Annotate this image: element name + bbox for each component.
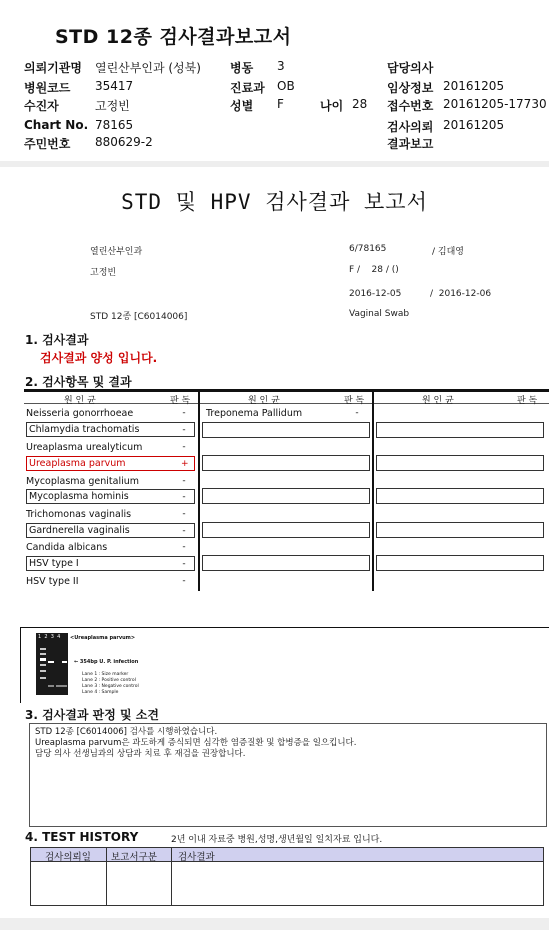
institution-value: 열린산부인과 (성북) <box>95 61 201 75</box>
section1-result: 검사결과 양성 입니다. <box>40 351 158 365</box>
item-name: Ureaplasma urealyticum <box>26 442 143 453</box>
section1-title: 1. 검사결과 <box>25 333 89 347</box>
item-result: + <box>181 459 189 469</box>
resident-value: 880629-2 <box>95 135 153 149</box>
col-report-type: 보고서구분 <box>111 852 157 863</box>
col-pathogen-3: 원 인 균 <box>422 396 454 406</box>
gel-legend-item: Lane 3 : Negative control <box>82 684 139 689</box>
col-request-date: 검사의뢰일 <box>45 852 91 863</box>
receipt-label: 접수번호 <box>387 99 434 113</box>
col-pathogen-1: 원 인 균 <box>64 396 96 406</box>
history-table-header <box>30 847 544 862</box>
age-label: 나이 <box>320 99 344 113</box>
item-name: HSV type II <box>26 576 79 587</box>
item-name: Candida albicans <box>26 542 108 553</box>
report-doctor: / 김대영 <box>432 247 464 257</box>
gel-arrow-label: ← 354bp U. P. infection <box>74 659 139 665</box>
empty-result-box <box>202 522 370 538</box>
header-divider <box>0 161 549 167</box>
empty-result-box <box>376 422 544 438</box>
empty-result-box <box>376 488 544 504</box>
footer-divider <box>0 918 549 930</box>
col-result-1: 판 독 <box>170 396 191 406</box>
gel-lane-numbers: 1 2 3 4 <box>38 634 61 640</box>
request-value: 20161205 <box>443 118 505 132</box>
opinion-line: 담당 의사 선생님과의 상담과 치료 후 재검을 권장합니다. <box>35 749 246 759</box>
report-date-received: 2016-12-05 <box>349 289 402 299</box>
department-label: 진료과 <box>230 81 265 95</box>
item-result: - <box>182 408 186 418</box>
gel-legend-item: Lane 1 : Size marker <box>82 672 129 677</box>
clinical-label: 임상정보 <box>387 81 434 95</box>
item-name: Mycoplasma hominis <box>26 489 195 504</box>
section2-title: 2. 검사항목 및 결과 <box>25 375 132 389</box>
ward-value: 3 <box>277 59 285 73</box>
chart-value: 78165 <box>95 118 134 132</box>
item-result: - <box>182 425 186 435</box>
patient-value: 고정빈 <box>95 99 130 113</box>
col-result-3: 판 독 <box>517 396 538 406</box>
opinion-line: Ureaplasma parvum은 과도하게 증식되면 심각한 염증질환 및 합병증을 일으킵니다. <box>35 738 357 748</box>
history-table-body <box>30 862 544 906</box>
report-clinic: 열린산부인과 <box>90 247 143 257</box>
report-test-name: STD 12종 [C6014006] <box>90 312 188 322</box>
hospital-code-value: 35417 <box>95 79 134 93</box>
institution-label: 의뢰기관명 <box>24 61 82 75</box>
report-date-reported: / 2016-12-06 <box>430 289 492 299</box>
empty-result-box <box>376 555 544 571</box>
receipt-value: 20161205-17730 <box>443 97 547 111</box>
item-result: - <box>182 492 186 502</box>
empty-result-box <box>202 455 370 471</box>
section4-title: 4. TEST HISTORY <box>25 830 139 844</box>
page-title: STD 12종 검사결과보고서 <box>55 26 292 48</box>
item-name: Treponema Pallidum <box>206 408 303 419</box>
opinion-line: STD 12종 [C6014006] 검사를 시행하였습니다. <box>35 727 218 737</box>
opinion-box <box>29 723 547 827</box>
item-result: - <box>182 542 186 552</box>
gel-legend <box>82 672 139 696</box>
column-divider <box>198 389 200 591</box>
item-result: - <box>182 559 186 569</box>
sex-label: 성별 <box>230 99 254 113</box>
empty-result-box <box>202 555 370 571</box>
col-result: 검사결과 <box>178 852 215 863</box>
gel-legend-item: Lane 4 : Sample <box>82 690 119 695</box>
empty-result-box <box>376 522 544 538</box>
results-table-header <box>24 389 549 404</box>
report-patient: 고정빈 <box>90 268 117 278</box>
clinical-value: 20161205 <box>443 79 505 93</box>
item-name: Neisseria gonorrhoeae <box>26 408 134 419</box>
hospital-code-label: 병원코드 <box>24 81 71 95</box>
doctor-label: 담당의사 <box>387 61 434 75</box>
item-result: - <box>355 408 359 418</box>
item-name: Mycoplasma genitalium <box>26 476 140 487</box>
sex-value: F <box>277 97 284 111</box>
report-specimen: Vaginal Swab <box>349 309 410 319</box>
section3-title: 3. 검사결과 판정 및 소견 <box>25 708 159 722</box>
item-name: Gardnerella vaginalis <box>26 523 195 538</box>
gel-electrophoresis-image <box>36 633 68 695</box>
department-value: OB <box>277 79 295 93</box>
request-label: 검사의뢰 <box>387 120 434 134</box>
chart-label: Chart No. <box>24 118 89 132</box>
resident-label: 주민번호 <box>24 137 71 151</box>
item-result: - <box>182 526 186 536</box>
item-result: - <box>182 442 186 452</box>
item-name: Trichomonas vaginalis <box>26 509 132 520</box>
report-code: 6/78165 <box>349 244 387 254</box>
column-divider <box>372 389 374 591</box>
ward-label: 병동 <box>230 61 254 75</box>
gel-title: <Ureaplasma parvum> <box>70 635 136 641</box>
col-pathogen-2: 원 인 균 <box>248 396 280 406</box>
age-value: 28 <box>352 97 368 111</box>
col-result-2: 판 독 <box>344 396 365 406</box>
item-result: - <box>182 576 186 586</box>
empty-result-box <box>376 455 544 471</box>
item-name: Chlamydia trachomatis <box>26 422 195 437</box>
item-name: Ureaplasma parvum <box>26 456 195 471</box>
history-note: 2년 이내 자료중 병원,성명,생년월일 일치자료 입니다. <box>171 835 383 845</box>
item-result: - <box>182 476 186 486</box>
empty-result-box <box>202 422 370 438</box>
gel-legend-item: Lane 2 : Positive control <box>82 678 136 683</box>
item-result: - <box>182 509 186 519</box>
item-name: HSV type I <box>26 556 195 571</box>
empty-result-box <box>202 488 370 504</box>
report-title: STD 및 HPV 검사결과 보고서 <box>121 190 428 214</box>
report-label: 결과보고 <box>387 137 434 151</box>
patient-label: 수진자 <box>24 99 59 113</box>
report-sex-age: F / 28 / () <box>349 265 399 275</box>
